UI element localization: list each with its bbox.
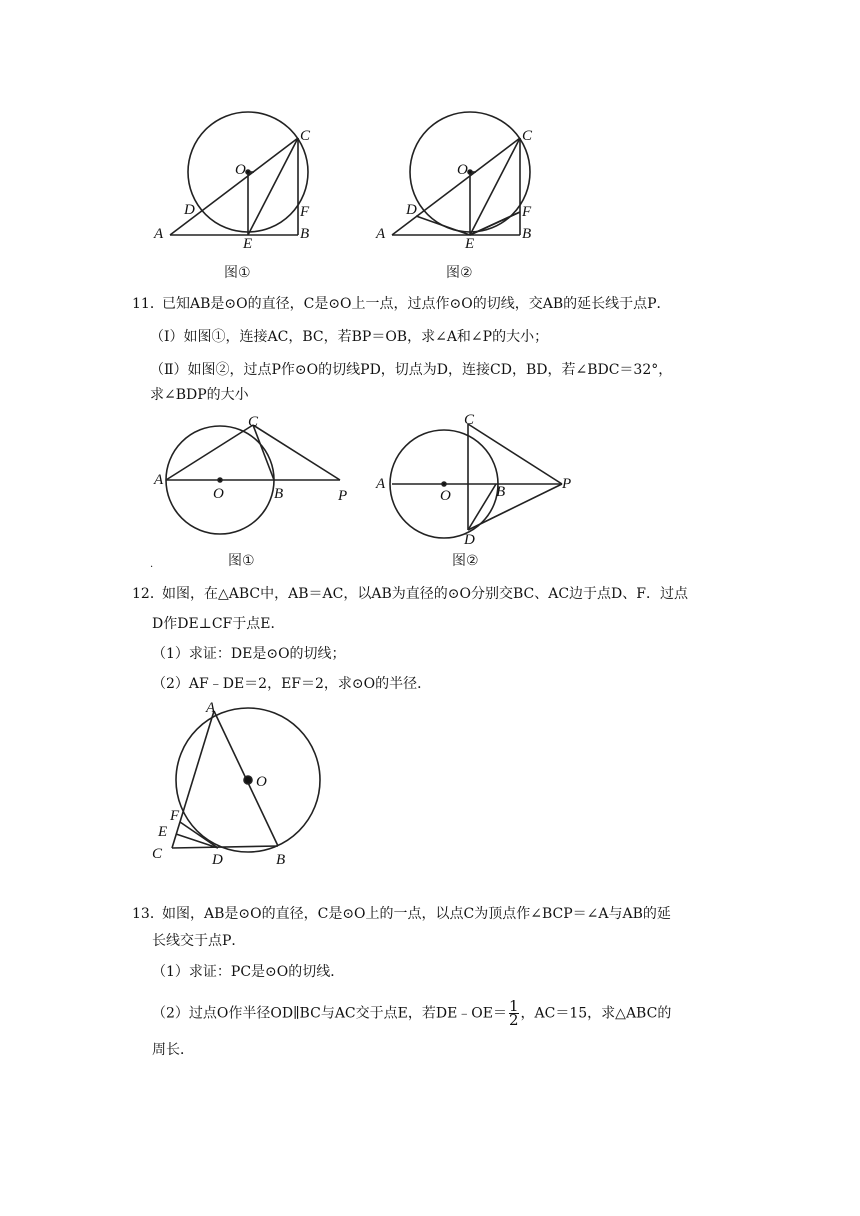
question-stem: 如图，在△ABC中，AB＝AC，以AB为直径的⊙O分别交BC、AC边于点D、F．过点 (162, 586, 688, 602)
svg-text:E: E (158, 824, 168, 840)
question-number: 12． (132, 586, 164, 602)
svg-text:A: A (376, 476, 386, 492)
svg-text:C: C (522, 128, 533, 144)
figure-caption: 图① (224, 265, 251, 281)
fraction-denominator: 2 (509, 1011, 519, 1029)
label-E: E (243, 236, 253, 250)
question-stem-cont: 长线交于点P． (152, 933, 246, 949)
figure-caption: 图① (228, 553, 255, 569)
svg-text:C: C (152, 846, 163, 862)
label-B: B (300, 226, 310, 242)
question-number: 13． (132, 906, 164, 922)
question-stem-cont: D作DE⊥CF于点E． (152, 616, 285, 632)
label-D: D (184, 202, 195, 218)
part-text-before: （2）过点O作半径OD∥BC与AC交于点E，若DE﹣OE＝ (152, 1005, 507, 1022)
label-C: C (300, 128, 311, 144)
svg-text:D: D (464, 532, 475, 548)
svg-text:F: F (170, 808, 180, 824)
svg-text:O: O (440, 488, 451, 504)
fraction-numerator: 1 (509, 997, 519, 1015)
figure-11-2 (372, 412, 592, 552)
svg-text:P: P (338, 488, 348, 504)
svg-text:B: B (274, 486, 284, 502)
svg-text:O: O (256, 774, 267, 790)
question-part: （2）AF﹣DE＝2，EF＝2，求⊙O的半径． (152, 676, 432, 692)
svg-text:C: C (464, 412, 475, 428)
svg-text:E: E (465, 236, 475, 250)
fraction (509, 997, 519, 1029)
label-A: A (154, 226, 164, 242)
question-stem: 如图，AB是⊙O的直径，C是⊙O上的一点，以点C为顶点作∠BCP＝∠A与AB的延 (162, 906, 671, 922)
label-O: O (235, 162, 246, 178)
svg-text:D: D (212, 852, 223, 868)
svg-text:D: D (406, 202, 417, 218)
svg-text:C: C (248, 414, 259, 430)
svg-text:O: O (457, 162, 468, 178)
figure-10-2 (372, 110, 552, 250)
figure-10-1 (150, 110, 330, 250)
question-part: （Ⅱ）如图②，过点P作⊙O的切线PD，切点为D，连接CD，BD，若∠BDC＝32°， (150, 362, 673, 378)
svg-text:A: A (206, 700, 216, 716)
svg-text:A: A (154, 472, 164, 488)
figure-caption: 图② (452, 553, 479, 569)
question-part-cont: 求∠BDP的大小 (150, 387, 249, 403)
question-number: 11． (132, 296, 164, 312)
svg-text:B: B (496, 484, 506, 500)
svg-text:P: P (562, 476, 572, 492)
figure-12 (148, 700, 338, 870)
question-part: （Ⅰ）如图①，连接AC，BC，若BP＝OB，求∠A和∠P的大小； (150, 329, 549, 345)
svg-text:F: F (522, 204, 532, 220)
question-part: （1）求证：PC是⊙O的切线． (152, 964, 345, 980)
question-part-cont: 周长． (152, 1042, 194, 1058)
question-part: （1）求证：DE是⊙O的切线； (152, 646, 346, 662)
label-F: F (300, 204, 310, 220)
svg-text:B: B (522, 226, 532, 242)
stray-mark: . (150, 559, 154, 570)
figure-caption: 图② (446, 265, 473, 281)
figure-11-1 (150, 412, 360, 542)
svg-text:A: A (376, 226, 386, 242)
part-text-after: ，AC＝15，求△ABC的 (520, 1005, 672, 1022)
svg-text:B: B (276, 852, 286, 868)
svg-text:O: O (213, 486, 224, 502)
question-part (152, 997, 672, 1029)
question-stem: 已知AB是⊙O的直径，C是⊙O上一点，过点作⊙O的切线，交AB的延长线于点P． (162, 296, 671, 312)
